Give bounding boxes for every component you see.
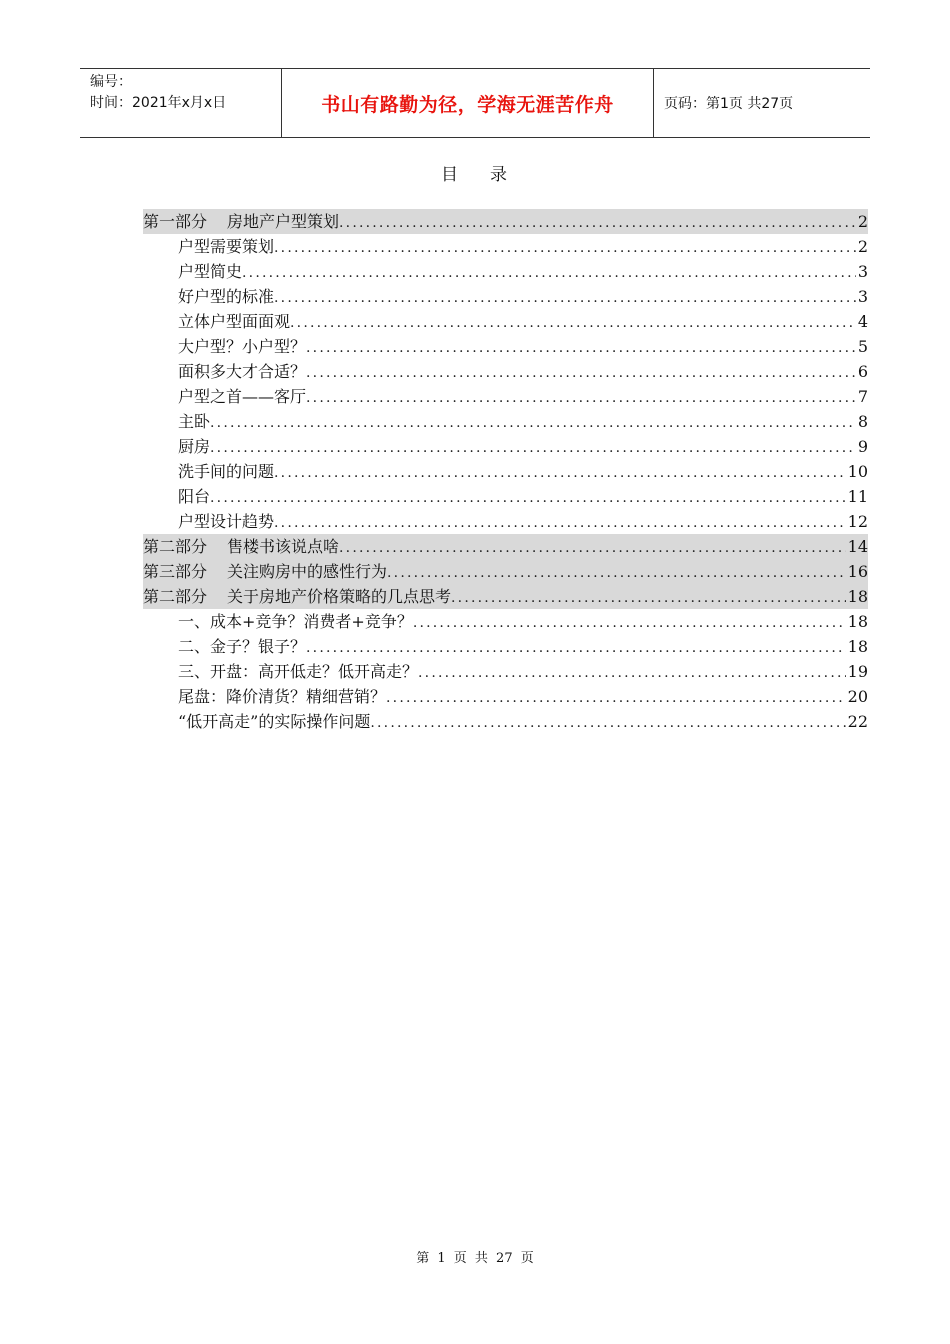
toc-leader-dots [210,411,856,434]
header-motto [281,69,654,137]
toc-entry-label [178,334,306,359]
toc-entry[interactable] [143,609,868,634]
toc-entry-label [178,259,242,284]
toc-entry-label [178,459,274,484]
toc-leader-dots [370,711,845,734]
toc-entry[interactable] [143,284,868,309]
toc-entry-title: 户型简史 [178,262,243,281]
toc-leader-dots [210,436,856,459]
toc-entry[interactable] [143,684,868,709]
page-header [80,68,870,138]
toc-entry-label [178,659,418,684]
toc-entry-title: 面积多大才合适？ [178,362,307,381]
toc-page-number: 18 [847,587,868,606]
toc-entry-label [178,359,306,384]
toc-page-number: 18 [847,637,868,656]
toc-entry[interactable] [143,384,868,409]
toc-leader-dots [306,386,856,409]
toc-title-char-2: 录 [490,165,509,185]
toc-leader-dots [306,336,856,359]
toc-entry-label [143,209,339,234]
toc-entry[interactable] [143,334,868,359]
toc-page-number: 3 [857,262,868,281]
doc-time-label: 时间：2021年x月x日 [90,95,227,111]
toc-page-number: 3 [857,287,868,306]
toc-entry-label [178,384,306,409]
toc-leader-dots [274,461,846,484]
toc-page-number: 6 [857,362,868,381]
toc-part-number: 第三部分 [143,562,208,581]
toc-entry-label [143,559,387,584]
toc-entry-title: 洗手间的问题 [178,462,275,481]
toc-title [0,160,950,185]
toc-entry[interactable] [143,359,868,384]
header-page-info [654,69,870,137]
toc-part-entry[interactable] [143,209,868,234]
toc-page-number: 4 [857,312,868,331]
toc-entry-title: 二、金子？银子？ [178,637,307,656]
toc-leader-dots [451,586,846,609]
toc-leader-dots [386,686,846,709]
toc-entry-title: 好户型的标准 [178,287,275,306]
toc-entry-label [178,509,274,534]
toc-leader-dots [306,361,856,384]
toc-leader-dots [274,511,846,534]
toc-entry-label [143,534,339,559]
toc-leader-dots [413,611,846,634]
toc-entry-title: “低开高走”的实际操作问题 [178,712,371,731]
toc-entry-title: 一、成本+竞争？消费者+竞争？ [178,612,413,631]
toc-entry-title: 阳台 [178,487,211,506]
toc-page-number: 18 [847,612,868,631]
toc-part-number: 第二部分 [143,537,208,556]
toc-entry-title: 户型之首——客厅 [178,387,307,406]
toc-leader-dots [306,636,846,659]
toc-entry-title: 房地产户型策划 [227,212,340,231]
toc-entry-label [178,634,306,659]
toc-leader-dots [387,561,846,584]
toc-leader-dots [242,261,856,284]
toc-page-number: 2 [857,212,868,231]
toc-page-number: 19 [847,662,868,681]
toc-entry-title: 厨房 [178,437,211,456]
toc-page-number: 11 [847,487,868,506]
toc-page-number: 8 [857,412,868,431]
toc-leader-dots [274,286,856,309]
header-meta [80,69,281,137]
toc-entry-label [178,234,274,259]
toc-page-number: 10 [847,462,868,481]
toc-leader-dots [290,311,856,334]
page-footer: 第 1 页 共 27 页 [416,1251,534,1266]
toc-entry-label [178,309,290,334]
toc-page-number: 2 [857,237,868,256]
toc-entry[interactable] [143,484,868,509]
toc-leader-dots [339,536,846,559]
toc-entry-title: 户型设计趋势 [178,512,275,531]
toc-entry[interactable] [143,509,868,534]
toc-page-number: 16 [847,562,868,581]
toc-entry-title: 三、开盘：高开低走？低开高走？ [178,662,419,681]
toc-part-number: 第一部分 [143,212,208,231]
toc-entry-label [178,609,413,634]
toc-page-number: 14 [847,537,868,556]
toc-entry-title: 尾盘：降价清货？精细营销？ [178,687,387,706]
toc-entry[interactable] [143,234,868,259]
motto-text: 书山有路勤为径，学海无涯苦作舟 [321,93,614,116]
toc-entry-label [178,709,370,734]
toc-page-number: 9 [857,437,868,456]
toc-entry[interactable] [143,659,868,684]
toc-part-entry[interactable] [143,534,868,559]
toc-leader-dots [274,236,856,259]
toc-title-char-1: 目 [441,165,460,185]
toc-leader-dots [339,211,856,234]
toc-entry-title: 关注购房中的感性行为 [227,562,388,581]
toc-entry-label [178,434,210,459]
toc-entry[interactable] [143,409,868,434]
toc-part-entry[interactable] [143,584,868,609]
toc-entry-title: 大户型？小户型？ [178,337,307,356]
page-info-text: 页码：第1页 共27页 [664,96,794,112]
toc-entry-title: 关于房地产价格策略的几点思考 [227,587,452,606]
toc-entry-title: 售楼书该说点啥 [227,537,340,556]
toc-part-number: 第二部分 [143,587,208,606]
toc-entry[interactable] [143,259,868,284]
toc-page-number: 20 [847,687,868,706]
toc-page-number: 22 [847,712,868,731]
toc-entry-label [178,484,210,509]
toc-entry[interactable] [143,459,868,484]
toc-entry[interactable] [143,309,868,334]
toc-leader-dots [210,486,846,509]
toc-entry-label [143,584,451,609]
toc-entry-title: 户型需要策划 [178,237,275,256]
toc-entry-label [178,284,274,309]
toc-page-number: 7 [857,387,868,406]
toc-page-number: 5 [857,337,868,356]
toc-entry-label [178,409,210,434]
toc-entry-title: 主卧 [178,412,211,431]
toc-entry[interactable] [143,634,868,659]
toc-entry[interactable] [143,709,868,734]
doc-code-label: 编号： [90,74,132,90]
toc-entry-title: 立体户型面面观 [178,312,291,331]
toc-part-entry[interactable] [143,559,868,584]
toc-leader-dots [418,661,846,684]
table-of-contents [143,209,868,734]
toc-entry[interactable] [143,434,868,459]
toc-entry-label [178,684,386,709]
toc-page-number: 12 [847,512,868,531]
